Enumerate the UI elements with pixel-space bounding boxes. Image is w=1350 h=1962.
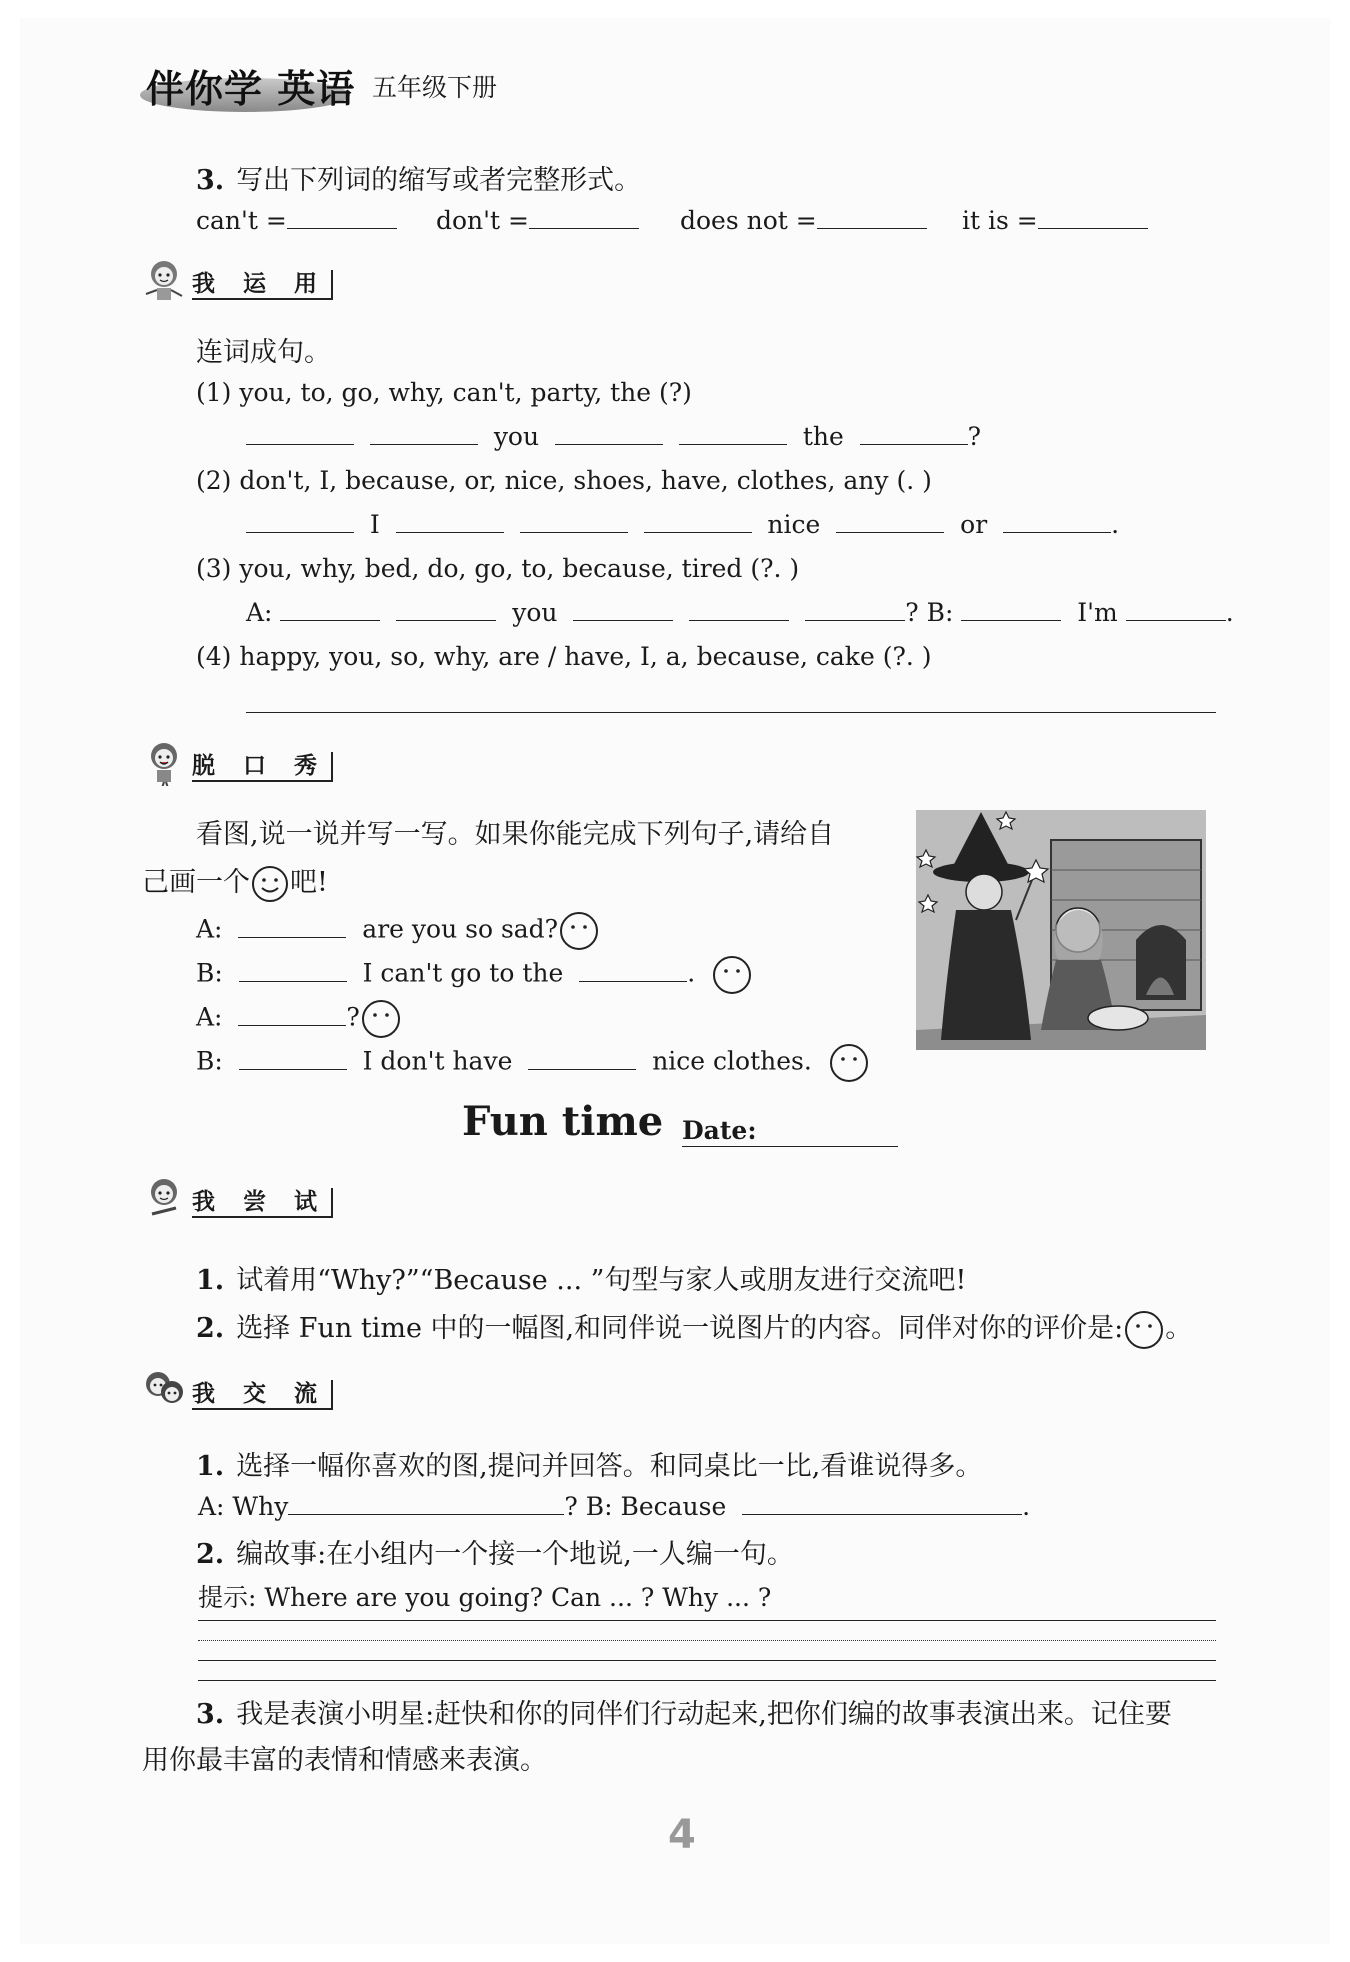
answer-blank[interactable] (573, 596, 673, 621)
answer-blank[interactable] (280, 596, 380, 621)
answer-blank[interactable] (396, 508, 504, 533)
use-instruction: 连词成句。 (196, 337, 331, 368)
mascot-boy-icon (142, 738, 186, 786)
answer-blank[interactable] (396, 596, 496, 621)
use-item-3-answer: A: you ? B: I'm . (246, 598, 1234, 627)
section-head-try (142, 1180, 342, 1224)
answer-blank[interactable] (238, 913, 346, 938)
answer-blank[interactable] (860, 420, 968, 445)
section-title: 我 尝 试 (192, 1188, 333, 1218)
section-title: 我 交 流 (192, 1380, 333, 1410)
answer-blank[interactable] (817, 204, 927, 229)
answer-blank[interactable] (1003, 508, 1111, 533)
date-field[interactable] (754, 1112, 894, 1142)
answer-blank[interactable] (1126, 596, 1226, 621)
talk-instruction-1: 看图,说一说并写一写。如果你能完成下列句子,请给自 (196, 819, 835, 850)
answer-blank[interactable] (579, 957, 687, 982)
answer-blank[interactable] (529, 204, 639, 229)
date-label: Date: (682, 1116, 757, 1145)
answer-blank[interactable] (520, 508, 628, 533)
writing-line-dotted (198, 1640, 1216, 1641)
q3-item-4: it is = (962, 204, 1148, 235)
smiley-face-icon (250, 864, 290, 904)
logo: 伴你学 英语 (146, 67, 356, 111)
answer-blank[interactable] (1038, 204, 1148, 229)
blank-face-icon[interactable] (1123, 1309, 1165, 1351)
date-underline (682, 1146, 898, 1147)
section-title: 脱 口 秀 (192, 752, 333, 782)
talk-line-1: A: are you so sad? (196, 910, 600, 952)
answer-blank[interactable] (246, 508, 354, 533)
exchange-item-2: 2. 编故事:在小组内一个接一个地说,一人编一句。 (196, 1539, 794, 1570)
answer-blank[interactable] (961, 596, 1061, 621)
use-item-2-answer: I nice or . (246, 508, 1119, 539)
blank-face-icon[interactable] (828, 1042, 870, 1084)
mascot-girl-icon (142, 256, 186, 304)
exchange-item-3-line-2: 用你最丰富的表情和情感来表演。 (142, 1745, 547, 1776)
answer-blank[interactable] (238, 1001, 346, 1026)
writing-line[interactable] (198, 1620, 1216, 1621)
book-subtitle: 五年级下册 (372, 73, 498, 102)
talk-instruction-2: 己画一个 吧! (142, 860, 328, 904)
exchange-hint: 提示: Where are you going? Can ... ? Why ... ? (198, 1583, 772, 1612)
answer-blank[interactable] (246, 420, 354, 445)
answer-blank[interactable] (644, 508, 752, 533)
writing-line[interactable] (198, 1660, 1216, 1661)
answer-line[interactable] (246, 712, 1216, 713)
talk-line-2: B: I can't go to the . (196, 954, 753, 996)
talk-line-3: A: ? (196, 998, 402, 1040)
answer-blank[interactable] (528, 1045, 636, 1070)
use-item-2-words: (2) don't, I, because, or, nice, shoes, have, clothes, any (. ) (196, 466, 932, 495)
mascot-girl-icon (142, 1174, 186, 1222)
q3-item-2: don't = (436, 204, 639, 235)
answer-blank[interactable] (689, 596, 789, 621)
section-title: 我 运 用 (192, 270, 333, 300)
q3-item-3: does not = (680, 204, 927, 235)
use-item-1-words: (1) you, to, go, why, can't, party, the (?) (196, 378, 692, 407)
writing-line[interactable] (198, 1680, 1216, 1681)
q3-item-1: can't = (196, 204, 397, 235)
try-item-1: 1. 试着用“Why?”“Because ... ”句型与家人或朋友进行交流吧! (196, 1265, 967, 1296)
talk-line-4: B: I don't have nice clothes. (196, 1042, 870, 1084)
try-item-2: 2. 选择 Fun time 中的一幅图,和同伴说一说图片的内容。同伴对你的评价是: 。 (196, 1306, 1192, 1351)
answer-blank[interactable] (239, 957, 347, 982)
section-head-use (142, 262, 342, 306)
answer-blank[interactable] (836, 508, 944, 533)
witch-and-girl-illustration (906, 800, 1216, 1054)
use-item-4-words: (4) happy, you, so, why, are / have, I, a, because, cake (?. ) (196, 642, 932, 671)
answer-blank[interactable] (239, 1045, 347, 1070)
exchange-why-line: A: Why ? B: Because . (198, 1492, 1031, 1521)
answer-blank[interactable] (370, 420, 478, 445)
answer-blank[interactable] (679, 420, 787, 445)
answer-blank[interactable] (805, 596, 905, 621)
blank-face-icon[interactable] (711, 954, 753, 996)
mascot-children-icon (142, 1366, 186, 1414)
section-head-talk (142, 744, 342, 788)
blank-face-icon[interactable] (558, 910, 600, 952)
exchange-item-1: 1. 选择一幅你喜欢的图,提问并回答。和同桌比一比,看谁说得多。 (196, 1451, 983, 1482)
q3-title: 3. 写出下列词的缩写或者完整形式。 (196, 165, 642, 196)
answer-blank[interactable] (288, 1490, 564, 1515)
fun-time-title: Fun time (462, 1098, 664, 1145)
use-item-3-words: (3) you, why, bed, do, go, to, because, tired (?. ) (196, 554, 800, 583)
page-number: 4 (668, 1812, 696, 1858)
section-head-exchange (142, 1372, 342, 1416)
answer-blank[interactable] (287, 204, 397, 229)
exchange-item-3-line-1: 3. 我是表演小明星:赶快和你的同伴们行动起来,把你们编的故事表演出来。记住要 (196, 1699, 1172, 1730)
answer-blank[interactable] (742, 1490, 1022, 1515)
use-item-1-answer: you the ? (246, 420, 981, 451)
answer-blank[interactable] (555, 420, 663, 445)
blank-face-icon[interactable] (360, 998, 402, 1040)
